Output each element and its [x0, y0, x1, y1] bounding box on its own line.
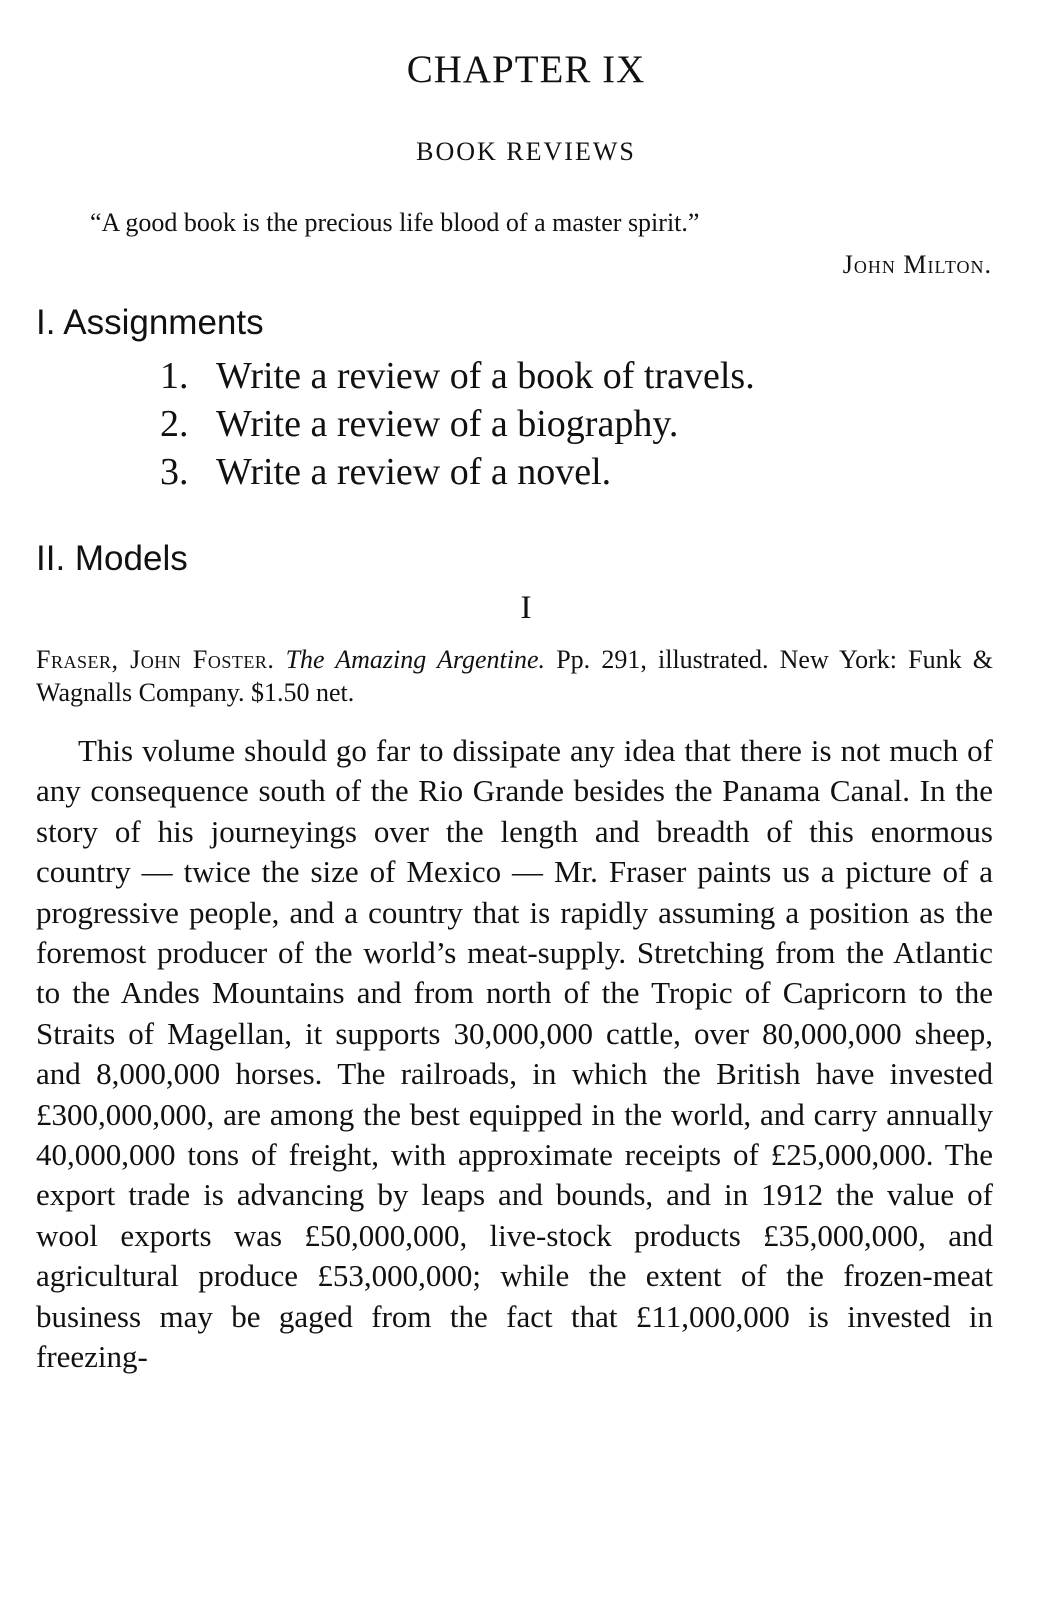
- citation-details: Pp. 291, illustrated. New York: Funk & Wagnalls Company. $1.50 net.: [36, 645, 994, 707]
- epigraph-quote: “A good book is the precious life blood of a master spirit.”: [90, 208, 700, 237]
- item-number: 1.: [160, 355, 189, 397]
- item-number: 2.: [160, 403, 189, 445]
- epigraph-author: John Milton.: [842, 250, 992, 279]
- citation-title: The Amazing Argentine.: [285, 645, 546, 674]
- chapter-title: CHAPTER IX: [406, 48, 646, 91]
- review-body: [36, 731, 993, 1378]
- book-citation: [36, 643, 993, 709]
- assignments-heading: I. Assignments: [36, 303, 264, 342]
- item-text: Write a review of a book of travels.: [216, 355, 755, 397]
- list-item: [160, 400, 755, 448]
- list-item: [160, 448, 755, 496]
- models-heading: II. Models: [36, 539, 188, 578]
- review-paragraph: This volume should go far to dissipate any idea that there is not much of any consequence south of the Rio Grande besides the Panama Canal. In the story of his journeyings over the length and breadth of this enormous country — twice the size of Mexico — Mr. Fraser paints us a picture of a progressive people, and a country that is rapidly assuming a position as the foremost producer of the world’s meat-supply. Stretching from the Atlantic to the Andes Mountains and from north of the Tropic of Capricorn to the Straits of Magellan, it supports 30,000,000 cattle, over 80,000,000 sheep, and 8,000,000 horses. The railroads, in which the British have invested £300,000,000, are among the best equipped in the world, and carry annually 40,000,000 tons of freight, with approximate receipts of £25,000,000. The export trade is advancing by leaps and bounds, and in 1912 the value of wool exports was £50,000,000, live-stock products £35,000,000, and agricultural produce £53,000,000; while the extent of the frozen-meat business may be gaged from the fact that £11,000,000 is invested in freezing-: [36, 733, 993, 1375]
- item-text: Write a review of a novel.: [216, 451, 612, 493]
- item-number: 3.: [160, 451, 189, 493]
- model-number: I: [520, 590, 532, 626]
- item-text: Write a review of a biography.: [216, 403, 679, 445]
- assignments-list: [160, 352, 755, 496]
- list-item: [160, 352, 755, 400]
- citation-author: Fraser, John Foster.: [36, 645, 275, 674]
- chapter-subtitle: BOOK REVIEWS: [416, 137, 636, 166]
